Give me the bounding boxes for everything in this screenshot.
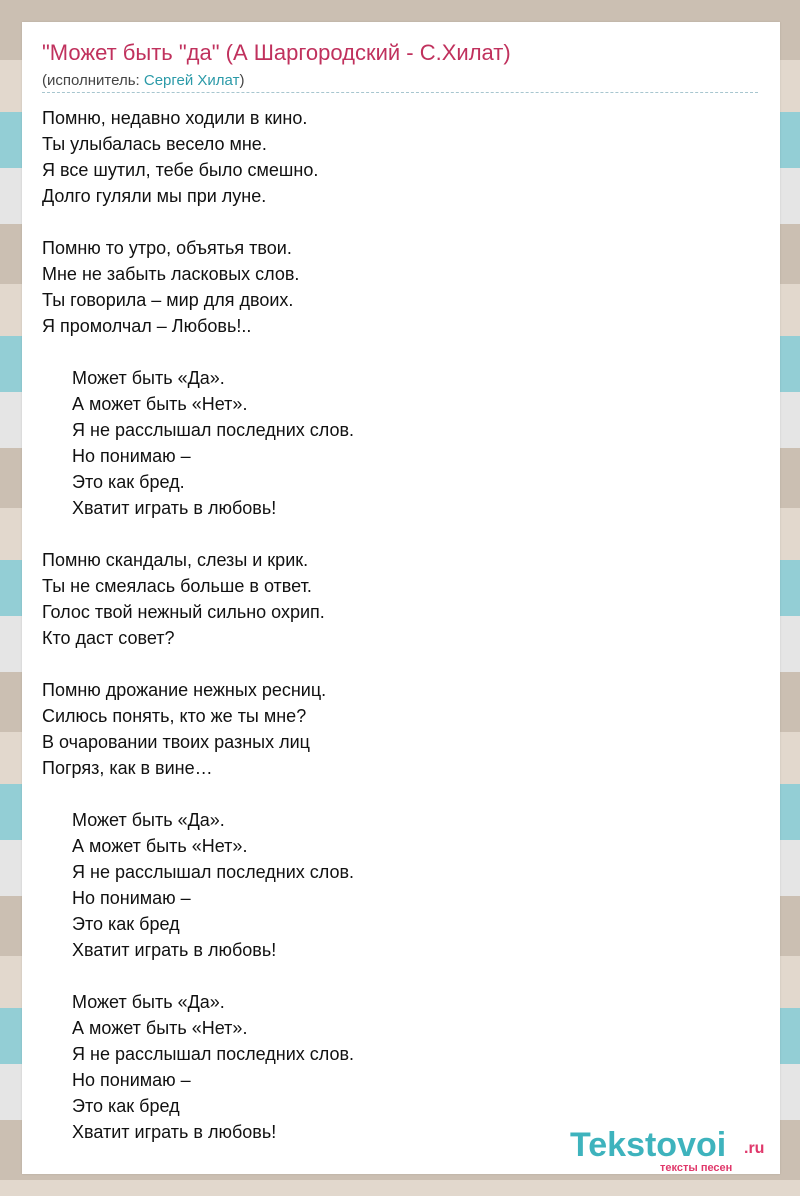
chorus-stanza: [42, 989, 758, 1145]
lyric-line: Может быть «Да».: [72, 368, 225, 388]
performer-link[interactable]: Сергей Хилат: [143, 72, 240, 89]
lyric-line: Это как бред: [72, 914, 180, 934]
site-logo[interactable]: [570, 1126, 780, 1174]
performer-prefix: (исполнитель:: [42, 72, 144, 89]
lyric-line: А может быть «Нет».: [72, 836, 248, 856]
lyric-line: Долго гуляли мы при луне.: [42, 186, 267, 206]
lyric-line: Может быть «Да».: [72, 992, 225, 1012]
verse-stanza: [42, 105, 758, 209]
lyrics-body: [42, 105, 758, 1171]
logo-tagline: тексты песен: [660, 1162, 733, 1174]
lyric-line: Помню, недавно ходили в кино.: [42, 108, 308, 128]
lyric-line: Погряз, как в вине…: [42, 758, 213, 778]
verse-stanza: [42, 677, 758, 781]
lyric-line: Помню скандалы, слезы и крик.: [42, 550, 309, 570]
lyric-line: Я все шутил, тебе было смешно.: [42, 160, 319, 180]
lyric-line: Но понимаю –: [72, 888, 191, 908]
lyric-line: Силюсь понять, кто же ты мне?: [42, 706, 307, 726]
lyric-line: Это как бред.: [72, 472, 185, 492]
lyric-line: Но понимаю –: [72, 1070, 191, 1090]
lyric-line: Я не расслышал последних слов.: [72, 1044, 355, 1064]
lyric-line: Ты говорила – мир для двоих.: [42, 290, 294, 310]
lyric-line: Помню дрожание нежных ресниц.: [42, 680, 327, 700]
performer-line: [42, 72, 244, 89]
lyric-line: Я не расслышал последних слов.: [72, 862, 355, 882]
lyric-line: Голос твой нежный сильно охрип.: [42, 602, 325, 622]
lyric-line: Хватит играть в любовь!: [72, 940, 277, 960]
logo-domain: .ru: [744, 1140, 765, 1157]
lyric-line: Хватит играть в любовь!: [72, 498, 277, 518]
verse-stanza: [42, 235, 758, 339]
lyric-line: Может быть «Да».: [72, 810, 225, 830]
lyric-line: Но понимаю –: [72, 446, 191, 466]
lyric-line: Помню то утро, объятья твои.: [42, 238, 292, 258]
dashed-divider: [42, 92, 758, 93]
chorus-stanza: [42, 365, 758, 521]
verse-stanza: [42, 547, 758, 651]
lyric-line: Кто даст совет?: [42, 628, 175, 648]
logo-wordmark: Tekstovoi: [570, 1126, 727, 1164]
lyric-line: А может быть «Нет».: [72, 394, 248, 414]
lyric-line: Я не расслышал последних слов.: [72, 420, 355, 440]
lyrics-card: [22, 22, 780, 1174]
lyric-line: А может быть «Нет».: [72, 1018, 248, 1038]
chorus-stanza: [42, 807, 758, 963]
lyric-line: Я промолчал – Любовь!..: [42, 316, 252, 336]
lyric-line: В очаровании твоих разных лиц: [42, 732, 310, 752]
lyric-line: Ты не смеялась больше в ответ.: [42, 576, 312, 596]
lyric-line: Ты улыбалась весело мне.: [42, 134, 267, 154]
lyric-line: Мне не забыть ласковых слов.: [42, 264, 300, 284]
performer-suffix: ): [239, 72, 245, 89]
lyric-line: Это как бред: [72, 1096, 180, 1116]
lyric-line: Хватит играть в любовь!: [72, 1122, 277, 1142]
song-title: "Может быть "да" (А Шаргородский - С.Хилат): [42, 40, 511, 65]
